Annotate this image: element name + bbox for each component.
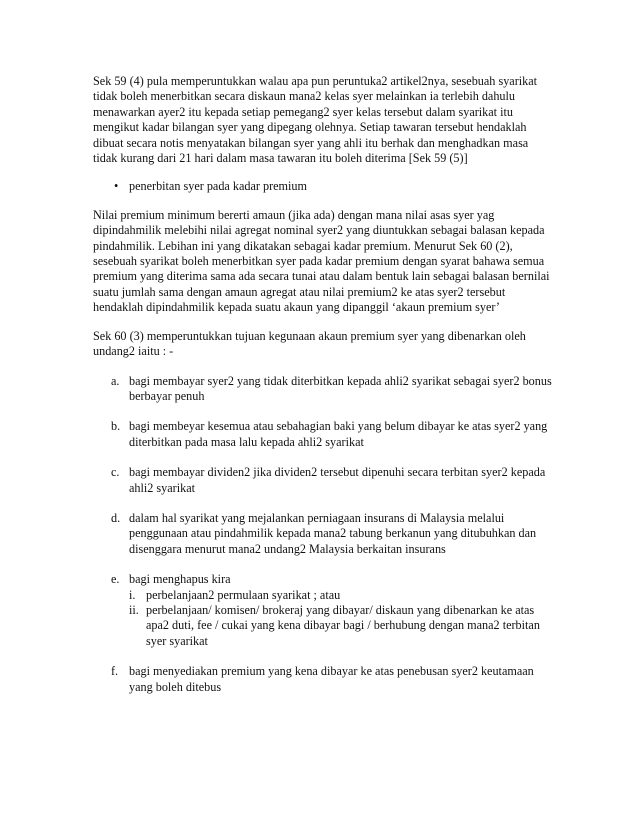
- list-marker: b.: [111, 419, 121, 434]
- bullet-item: [93, 179, 553, 194]
- sublist-item-text: perbelanjaan2 permulaan syarikat ; atau: [146, 587, 341, 602]
- sublist-item-i: [129, 588, 553, 603]
- bullet-item-text: penerbitan syer pada kadar premium: [129, 179, 307, 194]
- list-item-d: [93, 511, 553, 557]
- paragraph-premium-definition: Nilai premium minimum bererti amaun (jika ada) dengan mana nilai asas syer yag dipindahmilik melebihi nilai agregat nominal syer2 yang diuntukkan sebagai balasan kepada pindahmilik. Lebihan ini yang dikatakan sebagai kadar premium. Menurut Sek 60 (2), sesebuah syarikat boleh menerbitkan syer pada kadar premium dengan syarat bahawa semua premium yang diterima sama ada secara tunai atau dalam bentuk lain sebagai balasan bernilai suatu jumlah sama dengan amaun agregat atau nilai premium2 ke atas syer2 tersebut hendaklah dipindahmilik kepada suatu akaun yang dipanggil ‘akaun premium syer’: [93, 207, 550, 315]
- list-item-e: [93, 572, 553, 649]
- list-marker: f.: [111, 664, 119, 679]
- document-body: [93, 74, 553, 710]
- bullet-list: [93, 179, 553, 194]
- list-item-text: bagi menghapus kira: [129, 572, 231, 587]
- paragraph-section-60: Sek 60 (3) memperuntukkan tujuan kegunaan akaun premium syer yang dibenarkan oleh undang2 iaitu : -: [93, 328, 526, 359]
- list-marker: e.: [111, 572, 120, 587]
- sublist-marker: i.: [129, 587, 136, 602]
- sublist-e: [129, 588, 553, 650]
- list-marker: a.: [111, 373, 120, 388]
- list-item-text: bagi membayar syer2 yang tidak diterbitkan kepada ahli2 syarikat sebagai syer2 bonus berbayar penuh: [129, 373, 552, 403]
- sublist-marker: ii.: [129, 602, 139, 617]
- paragraph-section-59: Sek 59 (4) pula memperuntukkan walau apa pun peruntuka2 artikel2nya, sesebuah syarikat tidak boleh menerbitkan secara diskaun mana2 kelas syer melainkan ia terlebih dahulu menawarkan ayer2 itu kepada setiap pemegang2 syer kelas tersebut dalam syarikat itu mengikut kadar bilangan syer yang dipegang olehnya. Setiap tawaran tersebut hendaklah dibuat secara notis menyatakan bilangan syer yang ahli itu berhak dan menghadkan masa tidak kurang dari 21 hari dalam masa tawaran itu boleh diterima [Sek 59 (5)]: [93, 74, 538, 166]
- list-item-text: dalam hal syarikat yang mejalankan perniagaan insurans di Malaysia melalui penggunaan atau pindahmilik kepada mana2 tabung berkanun yang ditubuhkan dan disenggara menurut mana2 undang2 Malaysia berkaitan insurans: [129, 510, 537, 556]
- list-item-text: bagi membeyar kesemua atau sebahagian baki yang belum dibayar ke atas syer2 yang diterbitkan pada masa lalu kepada ahli2 syarikat: [129, 419, 548, 449]
- list-item-b: [93, 419, 553, 450]
- list-item-a: [93, 374, 553, 405]
- sublist-item-text: perbelanjaan/ komisen/ brokeraj yang dibayar/ diskaun yang dibenarkan ke atas apa2 duti, fee / cukai yang kena dibayar bagi / berhubung dengan mana2 terbitan syer syarikat: [146, 602, 540, 648]
- list-item-c: [93, 465, 553, 496]
- list-marker: d.: [111, 510, 121, 525]
- list-item-f: [93, 664, 553, 695]
- list-item-text: bagi membayar dividen2 jika dividen2 tersebut dipenuhi secara terbitan syer2 kepada ahli2 syarikat: [129, 465, 546, 495]
- list-marker: c.: [111, 465, 120, 480]
- bullet-icon: •: [114, 179, 119, 194]
- sublist-item-ii: [129, 603, 553, 649]
- purpose-list: [93, 374, 553, 696]
- list-item-text: bagi menyediakan premium yang kena dibayar ke atas penebusan syer2 keutamaan yang boleh ditebus: [129, 664, 534, 694]
